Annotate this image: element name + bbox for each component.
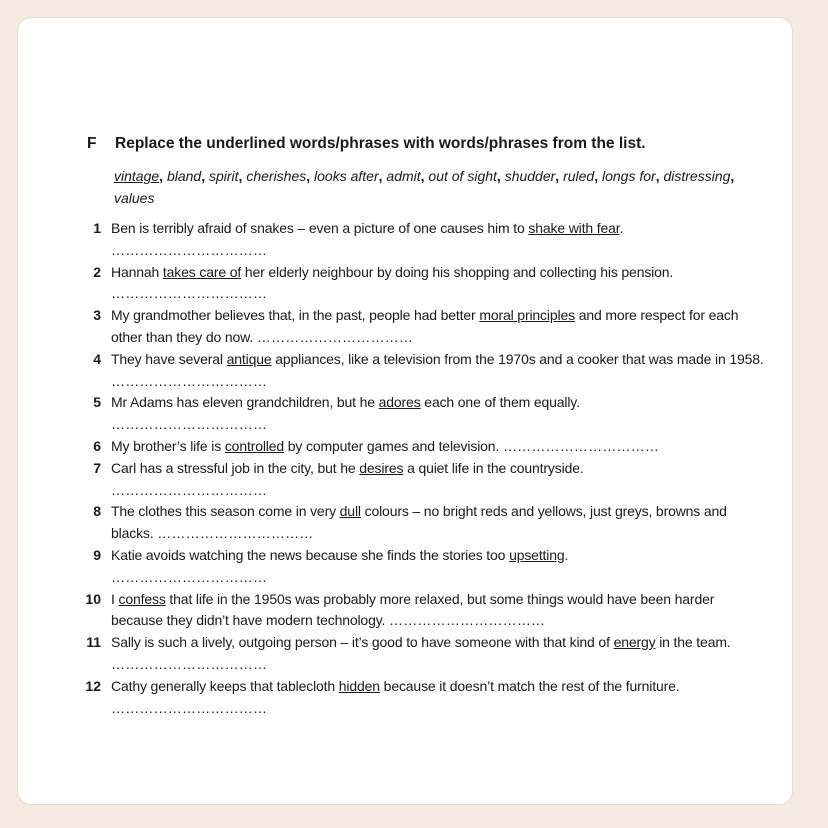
sentence-text — [111, 676, 766, 720]
underlined-phrase: antique — [226, 350, 272, 367]
sentence-number: 5 — [93, 394, 101, 411]
sentence-after: . — [619, 220, 624, 236]
sentence-number: 3 — [93, 307, 101, 324]
sentence-after: her elderly neighbour by doing his shopping and collecting his pension. — [241, 263, 674, 280]
sentence-item — [86, 349, 766, 393]
sentence-item — [86, 392, 766, 436]
sentence-before: My brother’s life is — [111, 437, 225, 454]
sentence-list — [86, 218, 766, 719]
word-list-item: spirit — [208, 168, 239, 184]
sentence-after: by computer games and television. — [284, 437, 500, 454]
sentence-number: 8 — [93, 503, 101, 520]
exercise-instruction: Replace the underlined words/phrases with words/phrases from the list. — [115, 135, 646, 152]
answer-blank[interactable]: …………………………… — [111, 285, 268, 302]
sentence-after: . — [564, 546, 569, 563]
sentence-after: colours – no bright reds and yellows, just greys, browns and blacks. — [111, 503, 727, 542]
answer-blank[interactable]: …………………………… — [157, 525, 314, 542]
sentence-text — [111, 436, 766, 458]
word-list-item: values — [114, 190, 155, 206]
sentence-before: My grandmother believes that, in the past, people had better — [111, 307, 480, 324]
answer-blank[interactable]: …………………………… — [111, 372, 268, 389]
sentence-before: Mr Adams has eleven grandchildren, but he — [111, 394, 379, 411]
sentence-item — [86, 218, 766, 262]
sentence-after: because it doesn’t match the rest of the furniture. — [379, 677, 680, 694]
sentence-before: Hannah — [111, 263, 163, 280]
sentence-after: a quiet life in the countryside. — [403, 459, 584, 476]
sentence-before: Katie avoids watching the news because she finds the stories too — [111, 546, 510, 563]
exercise-letter: F — [87, 135, 97, 152]
underlined-phrase: moral principles — [479, 307, 575, 324]
sentence-after: that life in the 1950s was probably more relaxed, but some things would have been harder because they didn’t have modern technology. — [111, 590, 715, 629]
sentence-item — [86, 458, 766, 502]
exercise-f — [86, 134, 766, 719]
answer-blank[interactable]: …………………………… — [111, 481, 268, 498]
underlined-phrase: shake with fear — [528, 220, 620, 236]
sentence-after: in the team. — [655, 634, 731, 651]
word-list-item: distressing — [663, 168, 731, 184]
word-list-item: looks after — [314, 168, 379, 184]
sentence-number: 11 — [86, 634, 101, 651]
underlined-phrase: dull — [339, 503, 361, 520]
sentence-item — [86, 501, 766, 545]
sentence-before: Sally is such a lively, outgoing person – it’s good to have someone with that kind of — [111, 634, 614, 651]
sentence-number: 6 — [93, 437, 101, 454]
sentence-number: 2 — [93, 263, 101, 280]
underlined-phrase: confess — [118, 590, 166, 607]
answer-blank[interactable]: …………………………… — [389, 612, 546, 629]
underlined-phrase: adores — [378, 394, 421, 411]
sentence-text — [111, 392, 766, 436]
word-list-item: shudder — [504, 168, 556, 184]
sentence-item — [86, 436, 766, 458]
sentence-text — [111, 589, 766, 633]
answer-blank[interactable]: …………………………… — [256, 328, 414, 345]
sentence-number: 9 — [93, 546, 101, 563]
answer-blank[interactable]: …………………………… — [111, 699, 268, 716]
underlined-phrase: upsetting — [509, 546, 565, 563]
sentence-before: Ben is terribly afraid of snakes – even a picture of one causes him to — [111, 220, 529, 236]
worksheet-card — [17, 17, 793, 805]
sentence-text — [111, 349, 766, 393]
sentence-before: Cathy generally keeps that tablecloth — [111, 677, 339, 694]
sentence-text — [111, 545, 766, 589]
sentence-after: and more respect for each other than they do now. — [111, 307, 739, 345]
sentence-item — [86, 589, 766, 633]
sentence-text — [111, 632, 766, 676]
sentence-before: I — [111, 590, 119, 607]
underlined-phrase: takes care of — [162, 263, 242, 280]
answer-blank[interactable]: …………………………… — [502, 437, 660, 454]
sentence-item — [86, 305, 766, 349]
sentence-number: 1 — [93, 220, 101, 236]
sentence-before: They have several — [111, 350, 227, 367]
underlined-phrase: energy — [613, 634, 656, 651]
word-list: vintage, bland, spirit, cherishes, looks after, admit, out of sight, shudder, ruled, longs for, distressing, values — [114, 168, 735, 206]
sentence-number: 12 — [85, 677, 101, 694]
sentence-number: 7 — [93, 459, 101, 476]
sentence-item — [86, 262, 766, 306]
sentence-text — [111, 218, 766, 262]
answer-blank[interactable]: …………………………… — [111, 416, 268, 433]
exercise-heading — [86, 134, 766, 154]
word-list-item: admit — [386, 168, 421, 184]
word-list-item: out of sight — [428, 168, 497, 184]
sentence-item — [86, 545, 766, 589]
word-list-item: vintage — [114, 168, 160, 184]
sentence-before: The clothes this season come in very — [111, 503, 340, 520]
underlined-phrase: desires — [359, 459, 404, 476]
sentence-text — [111, 262, 766, 306]
sentence-text — [111, 458, 766, 502]
answer-blank[interactable]: …………………………… — [111, 241, 268, 258]
underlined-phrase: controlled — [224, 437, 285, 454]
sentence-before: Carl has a stressful job in the city, but he — [111, 459, 360, 476]
answer-blank[interactable]: …………………………… — [111, 655, 268, 672]
sentence-text — [111, 501, 766, 545]
sentence-after: each one of them equally. — [420, 394, 580, 411]
word-list-item: bland — [166, 168, 202, 184]
word-list-item: cherishes — [246, 168, 307, 184]
answer-blank[interactable]: …………………………… — [111, 568, 268, 585]
word-list-item: longs for — [602, 168, 656, 184]
sentence-after: appliances, like a television from the 1970s and a cooker that was made in 1958. — [271, 350, 764, 367]
sentence-text — [111, 305, 766, 349]
sentence-number: 4 — [93, 350, 101, 367]
word-list-item: ruled — [563, 168, 595, 184]
sentence-item — [86, 632, 766, 676]
sentence-number: 10 — [85, 590, 101, 607]
sentence-item — [86, 676, 766, 720]
underlined-phrase: hidden — [338, 677, 380, 694]
